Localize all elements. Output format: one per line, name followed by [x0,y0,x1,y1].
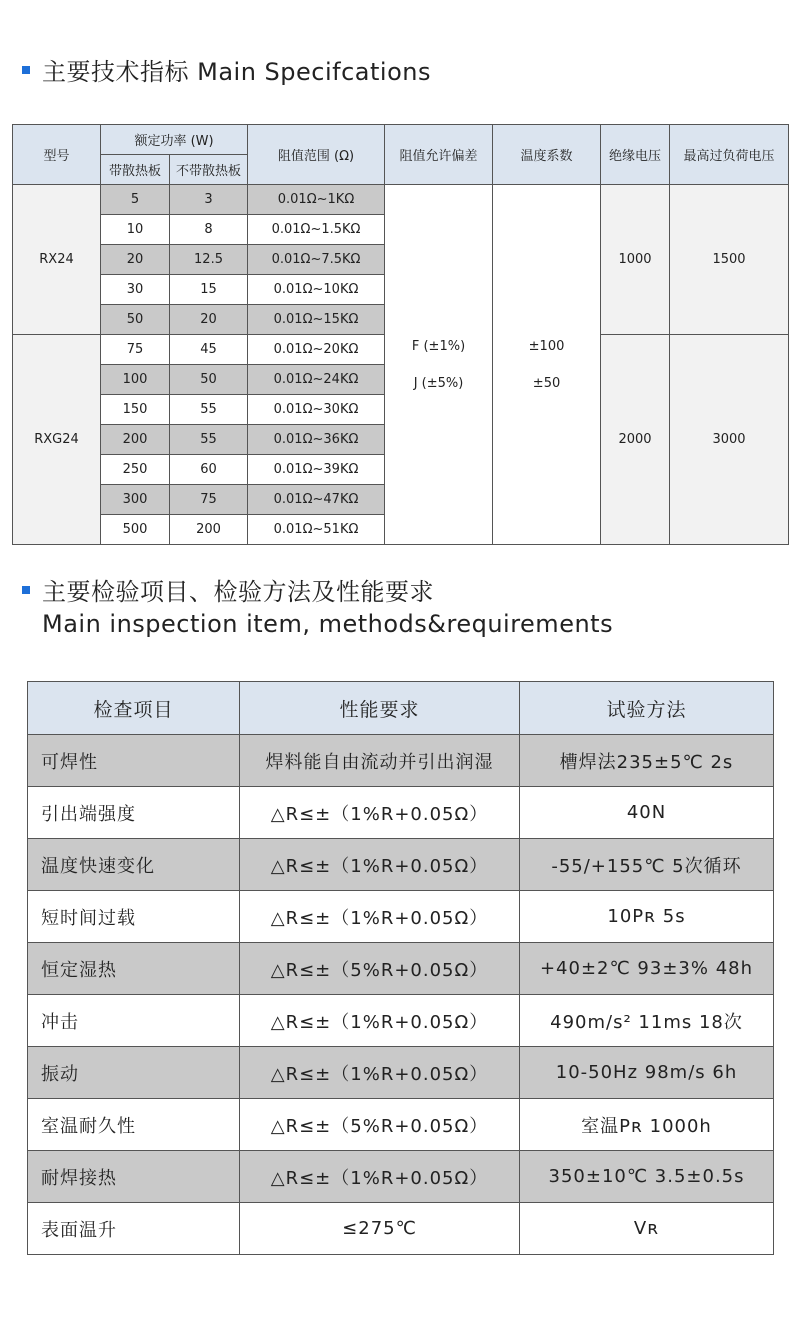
table-row [28,1151,774,1203]
header-test-method: 试验方法 [520,682,774,735]
requirement-cell: 焊料能自由流动并引出润湿 [240,735,520,787]
item-cell: 短时间过载 [28,891,240,943]
range-cell: 0.01Ω~47KΩ [248,485,385,515]
power-without-cell: 12.5 [170,245,248,275]
temp-coeff-cell [493,185,601,545]
table-row [28,995,774,1047]
item-cell: 耐焊接热 [28,1151,240,1203]
model-cell: RX24 [13,185,101,335]
item-cell: 冲击 [28,995,240,1047]
range-cell: 0.01Ω~1KΩ [248,185,385,215]
section-bullet-icon [22,66,30,74]
power-without-cell: 55 [170,425,248,455]
header-tolerance: 阻值允许偏差 [385,125,493,185]
power-without-cell: 45 [170,335,248,365]
power-without-cell: 50 [170,365,248,395]
table-row [28,891,774,943]
range-cell: 0.01Ω~30KΩ [248,395,385,425]
range-cell: 0.01Ω~7.5KΩ [248,245,385,275]
item-cell: 表面温升 [28,1203,240,1255]
header-temp-coeff: 温度系数 [493,125,601,185]
header-resistance-range: 阻值范围 (Ω) [248,125,385,185]
item-cell: 恒定湿热 [28,943,240,995]
power-with-cell: 500 [101,515,170,545]
power-without-cell: 8 [170,215,248,245]
method-cell: 490m/s² 11ms 18次 [520,995,774,1047]
section2-title-en: Main inspection item, methods&requirements [42,610,614,638]
method-cell: 350±10℃ 3.5±0.5s [520,1151,774,1203]
item-cell: 室温耐久性 [28,1099,240,1151]
requirement-cell: △R≤±（1%R+0.05Ω） [240,1151,520,1203]
method-cell: 10Pʀ 5s [520,891,774,943]
power-with-cell: 150 [101,395,170,425]
header-performance-requirement: 性能要求 [240,682,520,735]
power-without-cell: 75 [170,485,248,515]
tolerance-value: F (±1%) [411,338,466,354]
power-with-cell: 100 [101,365,170,395]
item-cell: 可焊性 [28,735,240,787]
tolerance-cell [385,185,493,545]
range-cell: 0.01Ω~51KΩ [248,515,385,545]
table-row [28,787,774,839]
power-without-cell: 200 [170,515,248,545]
requirement-cell: △R≤±（1%R+0.05Ω） [240,891,520,943]
header-inspection-item: 检查项目 [28,682,240,735]
table-row [28,1099,774,1151]
method-cell: 40N [520,787,774,839]
section2-title-cn: 主要检验项目、检验方法及性能要求 [42,578,434,606]
section1-heading [22,52,431,87]
max-overload-voltage-cell: 1500 [670,185,789,335]
requirement-cell: △R≤±（5%R+0.05Ω） [240,943,520,995]
section1-title: 主要技术指标 Main Specifcations [42,58,431,86]
method-cell: Vʀ [520,1203,774,1255]
power-with-cell: 50 [101,305,170,335]
header-insulation-voltage: 绝缘电压 [601,125,670,185]
power-with-cell: 20 [101,245,170,275]
table-row [28,839,774,891]
insulation-voltage-cell: 1000 [601,185,670,335]
temp-coeff-value: ±50 [532,375,561,391]
power-with-cell: 5 [101,185,170,215]
method-cell: -55/+155℃ 5次循环 [520,839,774,891]
header-model: 型号 [13,125,101,185]
range-cell: 0.01Ω~39KΩ [248,455,385,485]
method-cell: 室温Pʀ 1000h [520,1099,774,1151]
model-cell: RXG24 [13,335,101,545]
section2-heading [22,572,434,607]
power-with-cell: 10 [101,215,170,245]
range-cell: 0.01Ω~36KΩ [248,425,385,455]
range-cell: 0.01Ω~24KΩ [248,365,385,395]
table-row [13,185,789,215]
power-with-cell: 30 [101,275,170,305]
header-with-heatsink: 带散热板 [101,155,170,185]
insulation-voltage-cell: 2000 [601,335,670,545]
max-overload-voltage-cell: 3000 [670,335,789,545]
requirement-cell: △R≤±（1%R+0.05Ω） [240,995,520,1047]
item-cell: 引出端强度 [28,787,240,839]
power-without-cell: 15 [170,275,248,305]
power-with-cell: 300 [101,485,170,515]
requirement-cell: △R≤±（1%R+0.05Ω） [240,787,520,839]
power-with-cell: 200 [101,425,170,455]
temp-coeff-value: ±100 [528,338,565,354]
requirement-cell: ≤275℃ [240,1203,520,1255]
power-without-cell: 55 [170,395,248,425]
method-cell: 槽焊法235±5℃ 2s [520,735,774,787]
power-without-cell: 60 [170,455,248,485]
method-cell: +40±2℃ 93±3% 48h [520,943,774,995]
requirement-cell: △R≤±（5%R+0.05Ω） [240,1099,520,1151]
power-with-cell: 75 [101,335,170,365]
table-row [28,943,774,995]
table-row [28,1047,774,1099]
header-without-heatsink: 不带散热板 [170,155,248,185]
section-bullet-icon [22,586,30,594]
header-rated-power: 额定功率 (W) [101,125,248,155]
table-row [28,1203,774,1255]
range-cell: 0.01Ω~20KΩ [248,335,385,365]
power-without-cell: 20 [170,305,248,335]
spec-table [12,124,789,545]
inspection-table [27,681,774,1255]
power-with-cell: 250 [101,455,170,485]
requirement-cell: △R≤±（1%R+0.05Ω） [240,839,520,891]
item-cell: 温度快速变化 [28,839,240,891]
method-cell: 10-50Hz 98m/s 6h [520,1047,774,1099]
range-cell: 0.01Ω~15KΩ [248,305,385,335]
requirement-cell: △R≤±（1%R+0.05Ω） [240,1047,520,1099]
range-cell: 0.01Ω~10KΩ [248,275,385,305]
table-row [28,735,774,787]
power-without-cell: 3 [170,185,248,215]
range-cell: 0.01Ω~1.5KΩ [248,215,385,245]
header-max-overload-voltage: 最高过负荷电压 [670,125,789,185]
tolerance-value: J (±5%) [413,375,464,391]
item-cell: 振动 [28,1047,240,1099]
